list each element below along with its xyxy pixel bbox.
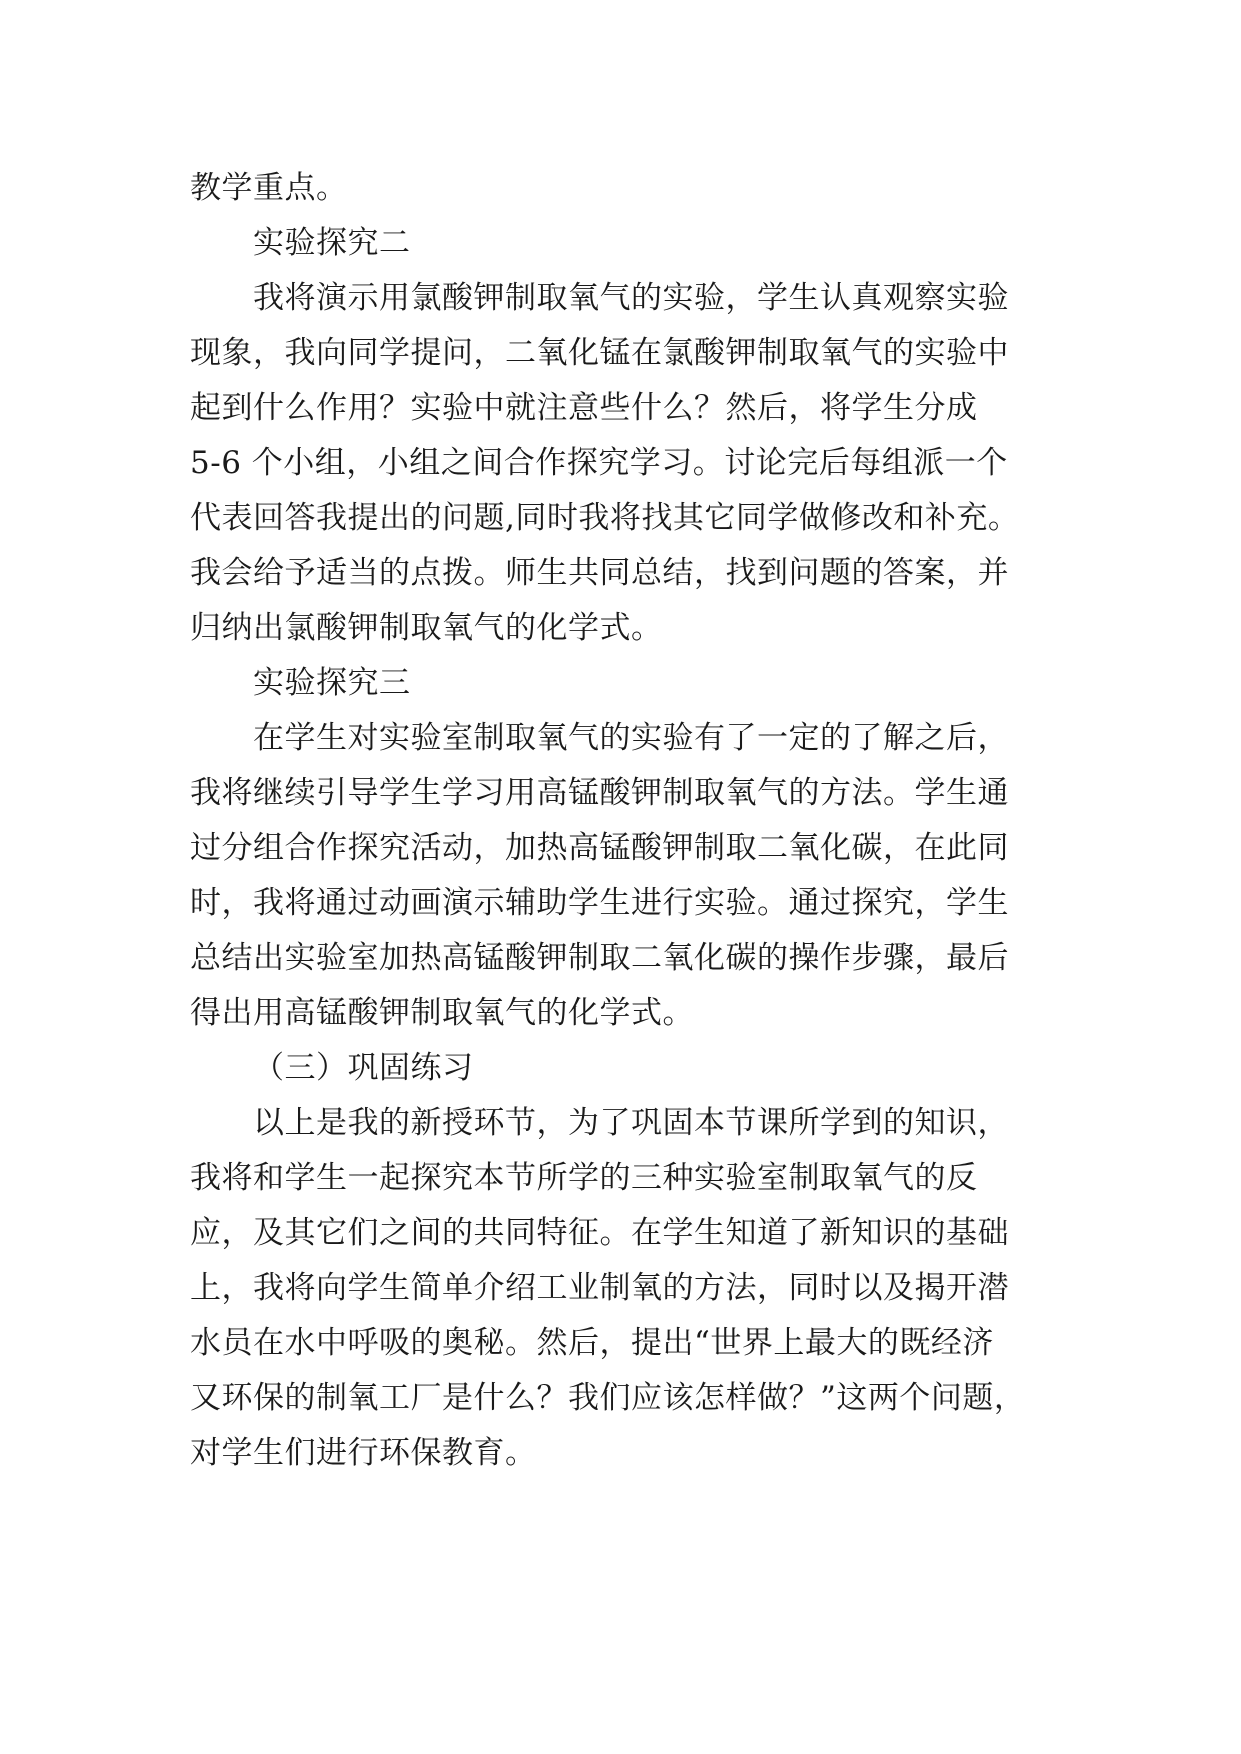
paragraph-line: 在学生对实验室制取氧气的实验有了一定的了解之后，: [253, 720, 1009, 756]
paragraph-line: 代表回答我提出的问题,同时我将找其它同学做修改和补充。: [190, 500, 1020, 536]
section-heading: 实验探究二: [253, 225, 411, 261]
paragraph-line: 过分组合作探究活动，加热高锰酸钾制取二氧化碳，在此同: [190, 830, 1009, 866]
paragraph-line: 我将和学生一起探究本节所学的三种实验室制取氧气的反: [190, 1160, 978, 1196]
paragraph-line: 我将演示用氯酸钾制取氧气的实验，学生认真观察实验: [253, 280, 1009, 316]
paragraph-line: 应，及其它们之间的共同特征。在学生知道了新知识的基础: [190, 1215, 1009, 1251]
paragraph-line: 总结出实验室加热高锰酸钾制取二氧化碳的操作步骤，最后: [190, 940, 1009, 976]
paragraph-line: 以上是我的新授环节，为了巩固本节课所学到的知识，: [253, 1105, 1009, 1141]
section-heading: 实验探究三: [253, 665, 411, 701]
paragraph-line: 5-6 个小组，小组之间合作探究学习。讨论完后每组派一个: [190, 445, 1008, 481]
paragraph-line: 教学重点。: [190, 170, 348, 206]
paragraph-line: 得出用高锰酸钾制取氧气的化学式。: [190, 995, 694, 1031]
paragraph-line: 上，我将向学生简单介绍工业制氧的方法，同时以及揭开潜: [190, 1270, 1009, 1306]
paragraph-line: 对学生们进行环保教育。: [190, 1435, 537, 1471]
paragraph-line: 我将继续引导学生学习用高锰酸钾制取氧气的方法。学生通: [190, 775, 1009, 811]
paragraph-line: 现象，我向同学提问，二氧化锰在氯酸钾制取氧气的实验中: [190, 335, 1009, 371]
paragraph-line: 起到什么作用？实验中就注意些什么？然后，将学生分成: [190, 390, 978, 426]
paragraph-line: 水员在水中呼吸的奥秘。然后，提出“世界上最大的既经济: [190, 1325, 994, 1361]
paragraph-line: 我会给予适当的点拨。师生共同总结，找到问题的答案，并: [190, 555, 1009, 591]
paragraph-line: 时，我将通过动画演示辅助学生进行实验。通过探究，学生: [190, 885, 1009, 921]
section-heading: （三）巩固练习: [253, 1050, 474, 1086]
paragraph-line: 归纳出氯酸钾制取氧气的化学式。: [190, 610, 663, 646]
paragraph-line: 又环保的制氧工厂是什么？我们应该怎样做？”这两个问题，: [190, 1380, 1026, 1416]
